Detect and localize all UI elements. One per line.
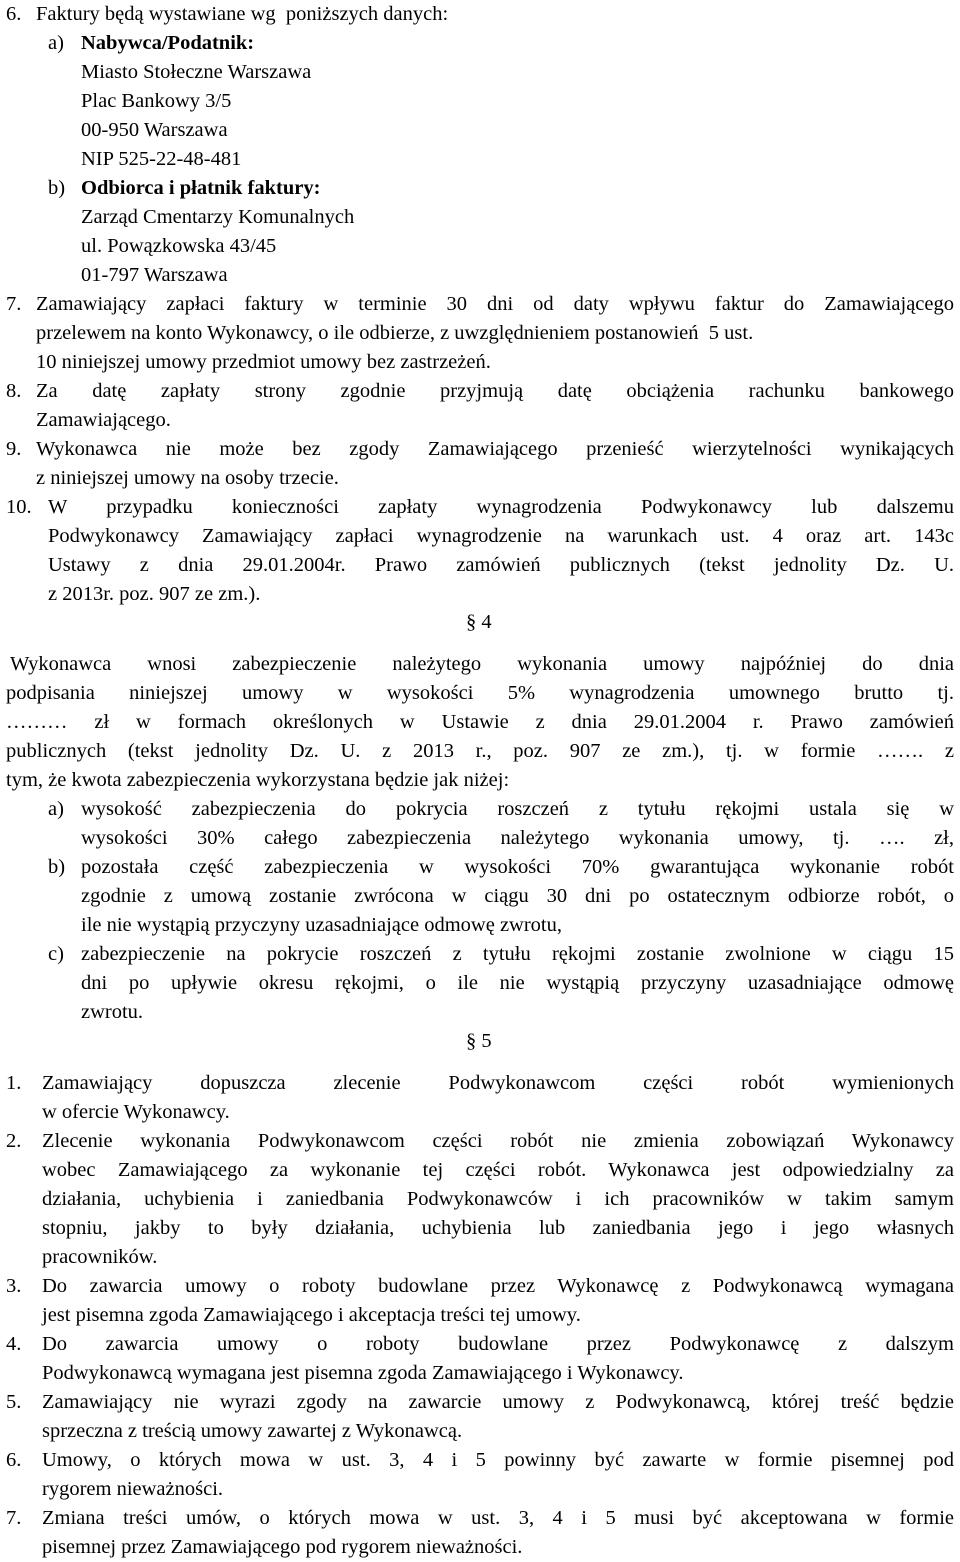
paragraph-line: W przypadku konieczności zapłaty wynagrodzenia Podwykonawcy lub dalszemu — [48, 496, 954, 518]
paragraph-line: Za datę zapłaty strony zgodnie przyjmują datę obciążenia rachunku bankowego — [36, 380, 954, 402]
item-number: 8. — [6, 380, 22, 402]
sub-item-label: a) — [48, 32, 64, 54]
section-sign-icon: § — [466, 611, 477, 633]
paragraph-line: pozostała część zabezpieczenia w wysokości 70% gwarantująca wykonanie robót — [81, 856, 954, 878]
paragraph-line: wobec Zamawiającego za wykonanie tej części robót. Wykonawca jest odpowiedzialny za — [42, 1159, 954, 1181]
paragraph-line: Do zawarcia umowy o roboty budowlane przez Podwykonawcę z dalszym — [42, 1333, 954, 1355]
paragraph-line: wysokość zabezpieczenia do pokrycia roszczeń z tytułu rękojmi ustala się w — [81, 798, 954, 820]
paragraph-line: z 2013r. poz. 907 ze zm.). — [48, 583, 261, 605]
paragraph-line: Wykonawca wnosi zabezpieczenie należytego wykonania umowy najpóźniej do dnia — [10, 653, 954, 675]
paragraph-line: Umowy, o których mowa w ust. 3, 4 i 5 powinny być zawarte w formie pisemnej pod — [42, 1449, 954, 1471]
paragraph-text: Faktury będą wystawiane wg poniższych danych: — [36, 3, 449, 25]
address-line: ul. Powązkowska 43/45 — [81, 235, 277, 257]
paragraph-line: Ustawy z dnia 29.01.2004r. Prawo zamówień publicznych (tekst jednolity Dz. U. — [48, 554, 954, 576]
sub-item-label: c) — [48, 943, 64, 965]
paragraph-line: publicznych (tekst jednolity Dz. U. z 2013 r., poz. 907 ze zm.), tj. w formie ……. z — [6, 740, 954, 762]
paragraph-line: Wykonawca nie może bez zgody Zamawiającego przenieść wierzytelności wynikających — [36, 438, 954, 460]
paragraph-line: ile nie wystąpią przyczyny uzasadniające odmowę zwrotu, — [81, 914, 562, 936]
paragraph-line: z niniejszej umowy na osoby trzecie. — [36, 467, 339, 489]
paragraph-line: jest pisemna zgoda Zamawiającego i akceptacja treści tej umowy. — [42, 1304, 581, 1326]
sub-item-label: b) — [48, 177, 66, 199]
sub-item-label: b) — [48, 856, 66, 878]
item-number: 4. — [6, 1333, 22, 1355]
buyer-heading: Nabywca/Podatnik: — [81, 32, 255, 54]
item-number: 2. — [6, 1130, 22, 1152]
address-line: Zarząd Cmentarzy Komunalnych — [81, 206, 355, 228]
paragraph-line: działania, uchybienia i zaniedbania Podwykonawców i ich pracowników w takim samym — [42, 1188, 954, 1210]
paragraph-line: podpisania niniejszej umowy w wysokości 5% wynagrodzenia umownego brutto tj. — [6, 682, 954, 704]
address-line: NIP 525-22-48-481 — [81, 148, 242, 170]
paragraph-line: zabezpieczenie na pokrycie roszczeń z tytułu rękojmi zostanie zwolnione w ciągu 15 — [81, 943, 954, 965]
paragraph-line: zgodnie z umową zostanie zwrócona w ciągu 30 dni po ostatecznym odbiorze robót, o — [81, 885, 954, 907]
paragraph-line: przelewem na konto Wykonawcy, o ile odbierze, z uwzględnieniem postanowień 5 ust. — [36, 322, 754, 344]
item-number: 7. — [6, 293, 22, 315]
paragraph-line: tym, że kwota zabezpieczenia wykorzystana będzie jak niżej: — [6, 769, 510, 791]
paragraph-line: pracowników. — [42, 1246, 158, 1268]
item-number: 6. — [6, 1449, 22, 1471]
item-number: 6. — [6, 3, 22, 25]
paragraph-line: Zlecenie wykonania Podwykonawcom części robót nie zmienia zobowiązań Wykonawcy — [42, 1130, 954, 1152]
paragraph-line: ……… zł w formach określonych w Ustawie z dnia 29.01.2004 r. Prawo zamówień — [6, 711, 954, 733]
paragraph-line: Zamawiającego. — [36, 409, 171, 431]
paragraph-line: dni po upływie okresu rękojmi, o ile nie wystąpią przyczyny uzasadniające odmowę — [81, 972, 954, 994]
paragraph-line: Zamawiający zapłaci faktury w terminie 30 dni od daty wpływu faktur do Zamawiającego — [36, 293, 954, 315]
section-sign-icon: § — [466, 1030, 477, 1052]
address-line: Plac Bankowy 3/5 — [81, 90, 232, 112]
address-line: Miasto Stołeczne Warszawa — [81, 61, 312, 83]
paragraph-line: Zamawiający dopuszcza zlecenie Podwykonawcom części robót wymienionych — [42, 1072, 954, 1094]
paragraph-line: zwrotu. — [81, 1001, 144, 1023]
paragraph-line: rygorem nieważności. — [42, 1478, 224, 1500]
item-number: 3. — [6, 1275, 22, 1297]
address-line: 00-950 Warszawa — [81, 119, 228, 141]
paragraph-line: stopniu, jakby to były działania, uchybienia lub zaniedbania jego i jego własnych — [42, 1217, 954, 1239]
section-heading: § 5 — [466, 1030, 492, 1052]
paragraph-line: Do zawarcia umowy o roboty budowlane przez Wykonawcę z Podwykonawcą wymagana — [42, 1275, 954, 1297]
paragraph-line: Podwykonawcą wymagana jest pisemna zgoda Zamawiającego i Wykonawcy. — [42, 1362, 684, 1384]
item-number: 7. — [6, 1507, 22, 1529]
address-line: 01-797 Warszawa — [81, 264, 228, 286]
paragraph-line: wysokości 30% całego zabezpieczenia należytego wykonania umowy, tj. …. zł, — [81, 827, 954, 849]
item-number: 1. — [6, 1072, 22, 1094]
paragraph-line: Zmiana treści umów, o których mowa w ust. 3, 4 i 5 musi być akceptowana w formie — [42, 1507, 954, 1529]
paragraph-line: w ofercie Wykonawcy. — [42, 1101, 230, 1123]
paragraph-line: pisemnej przez Zamawiającego pod rygorem nieważności. — [42, 1536, 523, 1558]
recipient-heading: Odbiorca i płatnik faktury: — [81, 177, 321, 199]
item-number: 10. — [6, 496, 32, 518]
paragraph-line: Zamawiający nie wyrazi zgody na zawarcie umowy z Podwykonawcą, której treść będzie — [42, 1391, 954, 1413]
paragraph-line: sprzeczna z treścią umowy zawartej z Wykonawcą. — [42, 1420, 463, 1442]
item-number: 5. — [6, 1391, 22, 1413]
paragraph-line: Podwykonawcy Zamawiający zapłaci wynagrodzenie na warunkach ust. 4 oraz art. 143c — [48, 525, 954, 547]
item-number: 9. — [6, 438, 22, 460]
sub-item-label: a) — [48, 798, 64, 820]
paragraph-line: 10 niniejszej umowy przedmiot umowy bez zastrzeżeń. — [36, 351, 491, 373]
section-heading: § 4 — [466, 611, 492, 633]
